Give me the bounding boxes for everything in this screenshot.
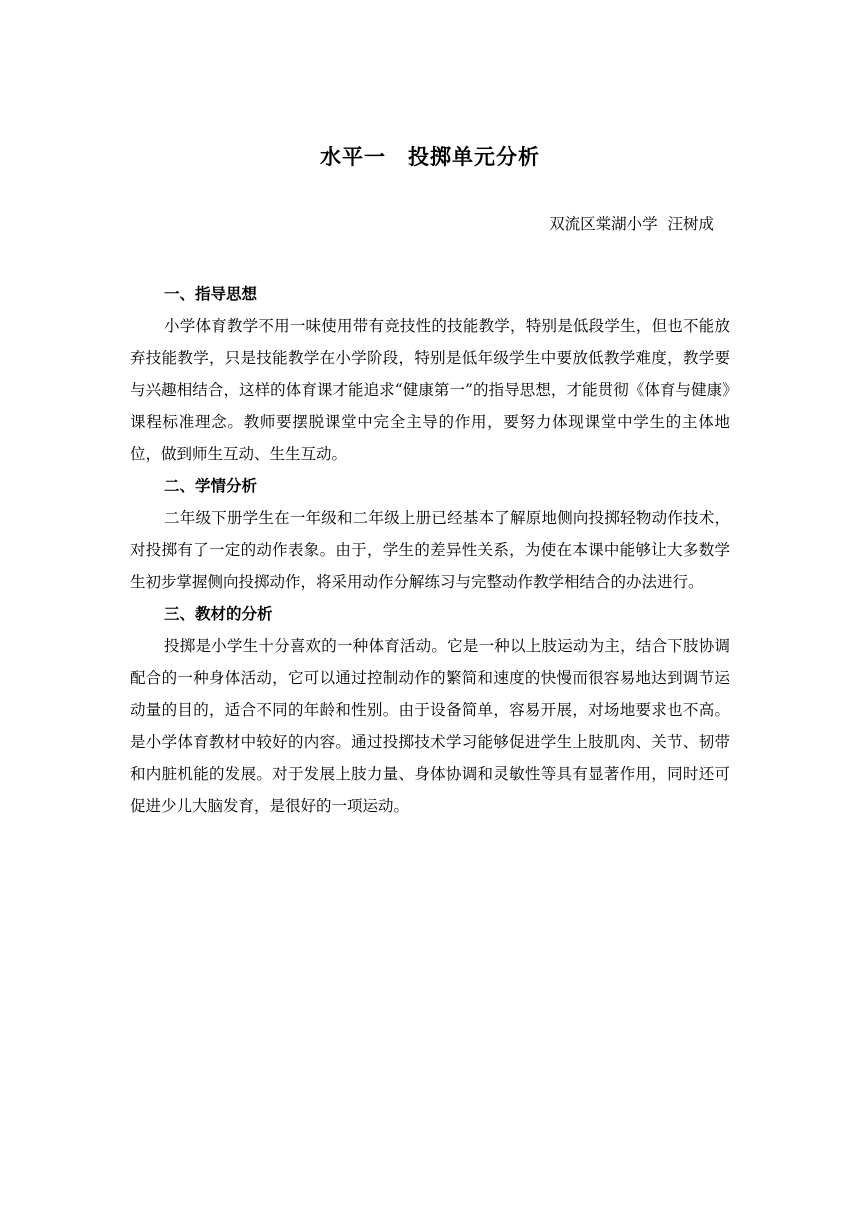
author-line: 双流区棠湖小学 汪树成 — [549, 215, 714, 233]
document-body — [130, 278, 730, 822]
section-heading: 三、教材的分析 — [164, 605, 273, 623]
document-title: 水平一 投掷单元分析 — [320, 145, 540, 169]
section-student-analysis — [130, 470, 730, 598]
section-heading: 一、指导思想 — [164, 285, 258, 303]
section-heading: 二、学情分析 — [164, 477, 258, 495]
section-paragraph: 小学体育教学不用一味使用带有竞技性的技能教学，特别是低段学生，但也不能放弃技能教学，只是技能教学在小学阶段，特别是低年级学生中要放低教学难度，教学要与兴趣相结合，这样的体育课才能追求“健康第一”的指导思想，才能贯彻《体育与健康》课程标准理念。教师要摆脱课堂中完全主导的作用，要努力体现课堂中学生的主体地位，做到师生互动、生生互动。 — [130, 317, 730, 463]
section-paragraph: 二年级下册学生在一年级和二年级上册已经基本了解原地侧向投掷轻物动作技术，对投掷有了一定的动作表象。由于，学生的差异性关系，为使在本课中能够让大多数学生初步掌握侧向投掷动作，将采用动作分解练习与完整动作教学相结合的办法进行。 — [130, 509, 730, 591]
section-guiding-ideology — [130, 278, 730, 470]
section-paragraph: 投掷是小学生十分喜欢的一种体育活动。它是一种以上肢运动为主，结合下肢协调配合的一种身体活动，它可以通过控制动作的繁简和速度的快慢而很容易地达到调节运动量的目的，适合不同的年龄和性别。由于设备简单，容易开展，对场地要求也不高。是小学体育教材中较好的内容。通过投掷技术学习能够促进学生上肢肌肉、关节、韧带和内脏机能的发展。对于发展上肢力量、身体协调和灵敏性等具有显著作用，同时还可促进少儿大脑发育，是很好的一项运动。 — [130, 637, 730, 815]
section-material-analysis — [130, 598, 730, 822]
